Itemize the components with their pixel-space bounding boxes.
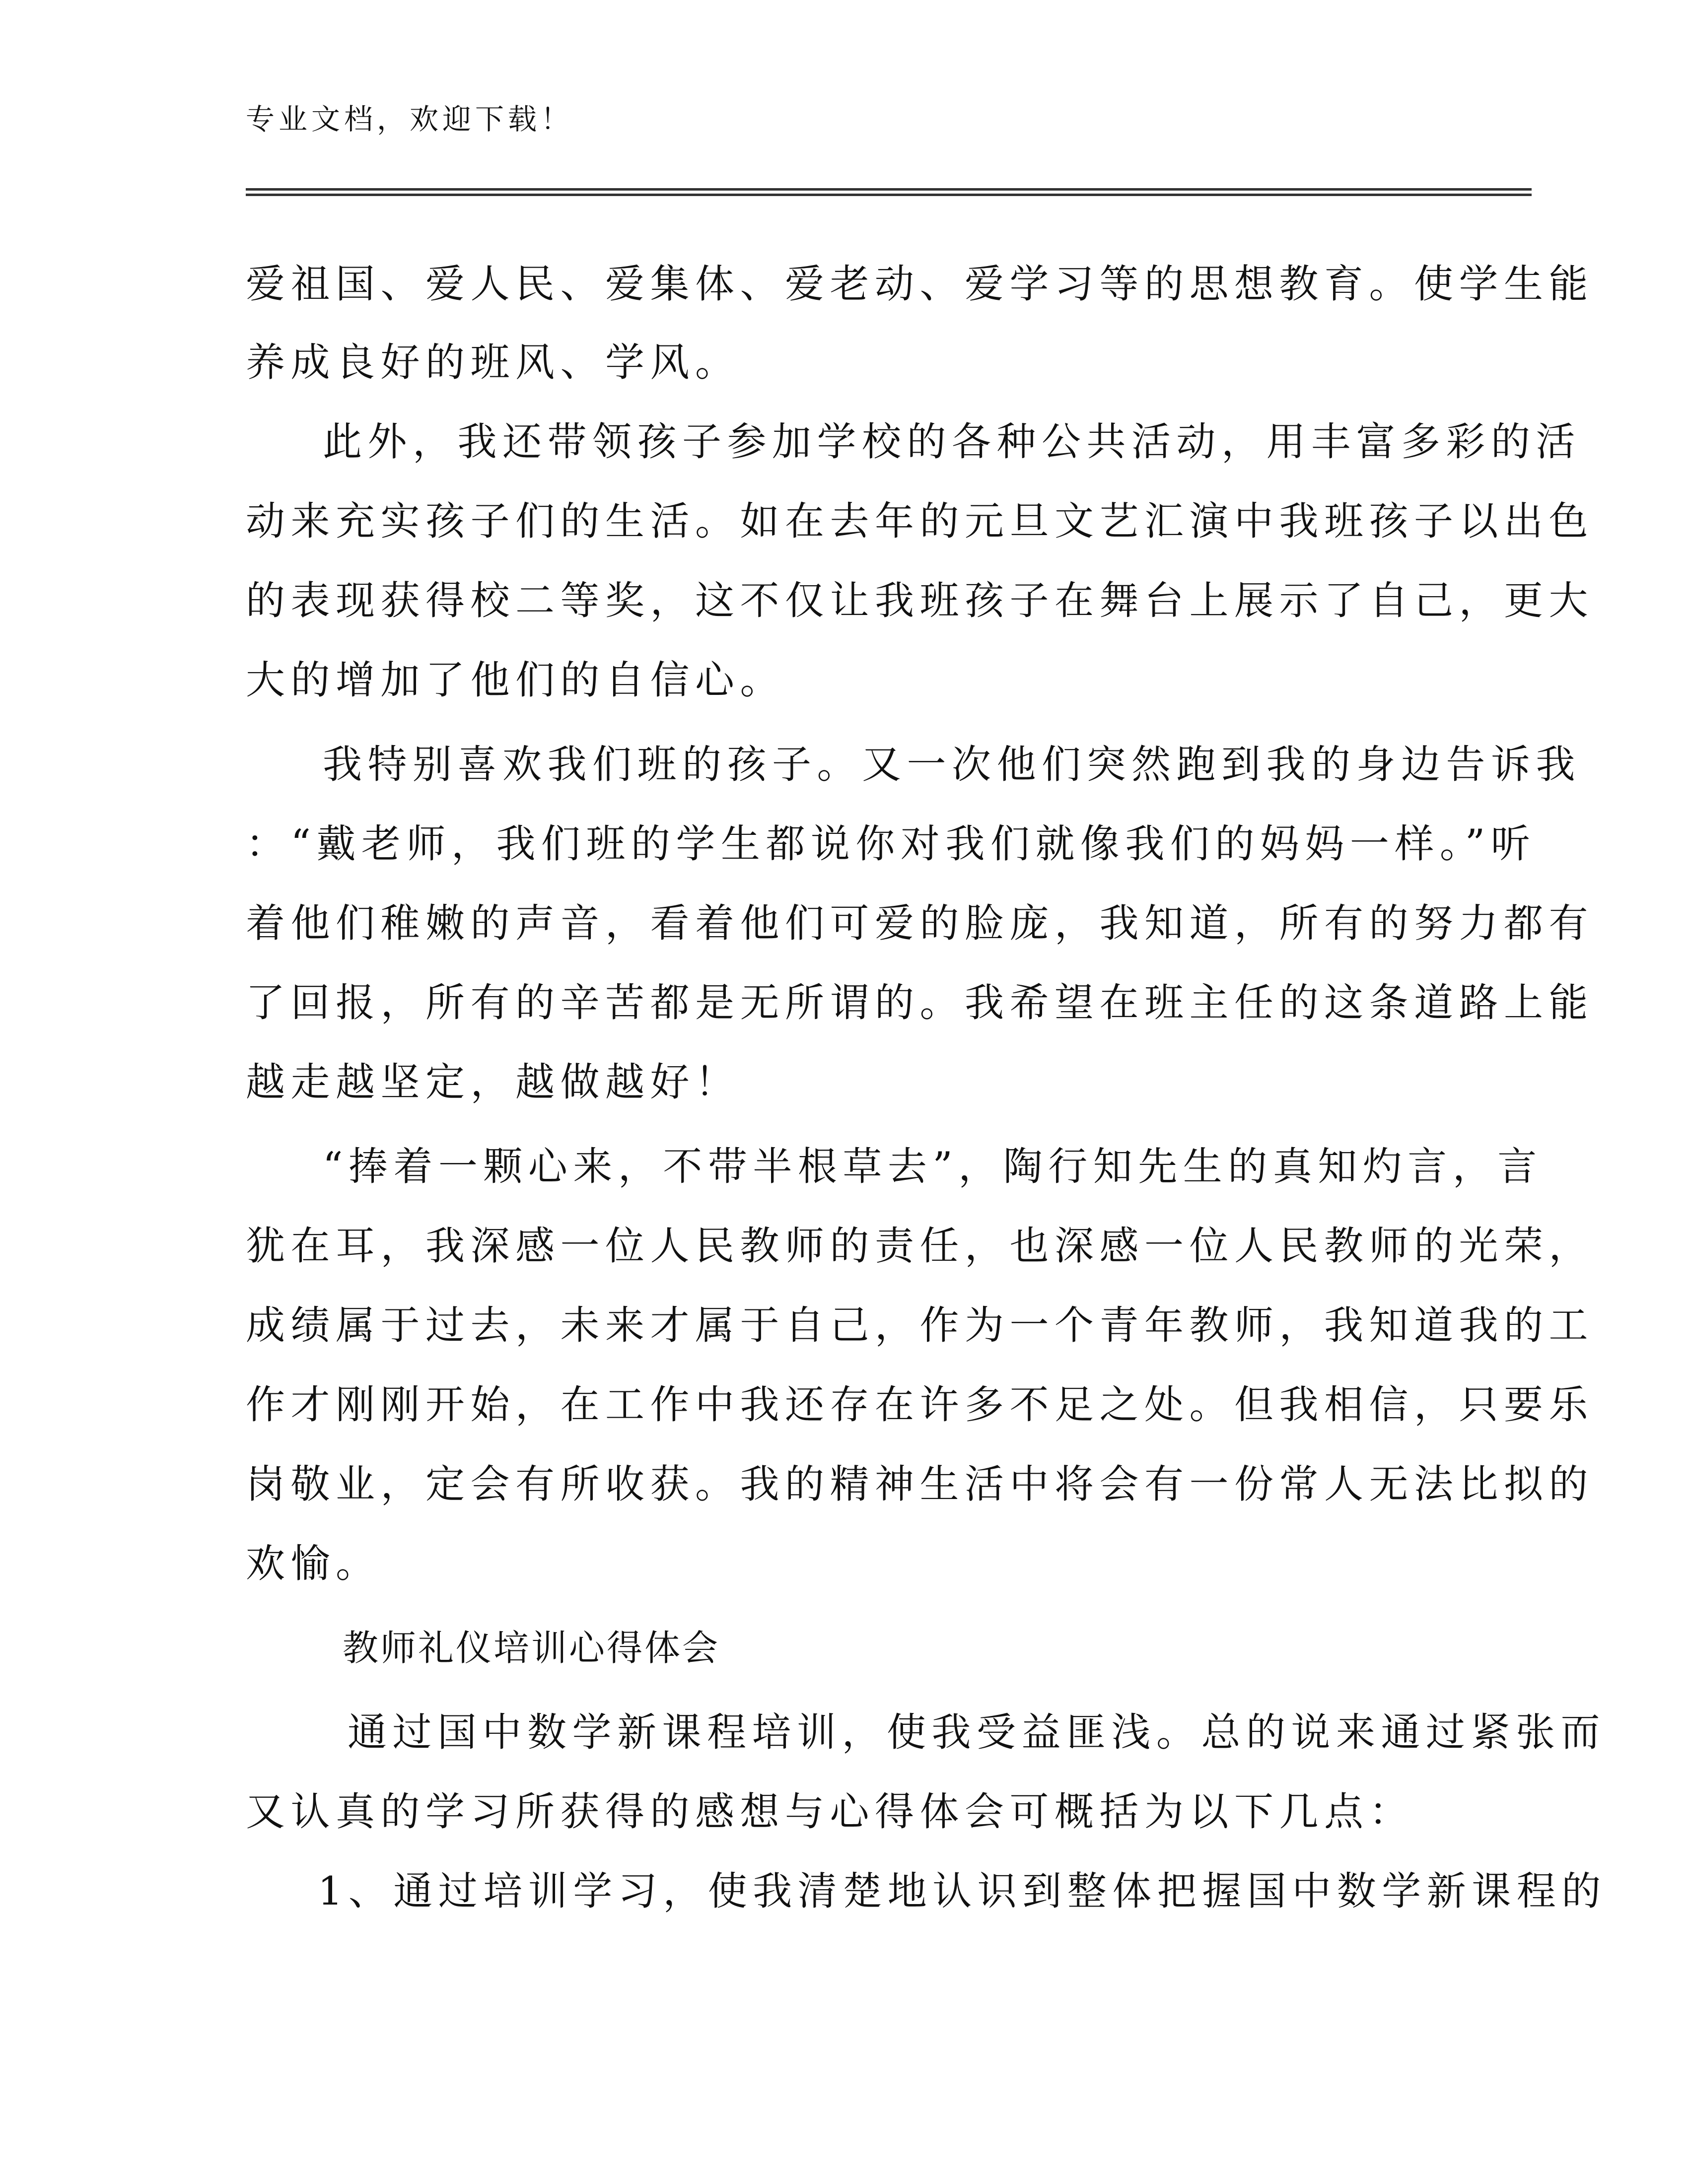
header-rule-top xyxy=(246,188,1532,191)
paragraph-line: ：“戴老师，我们班的学生都说你对我们就像我们的妈妈一样。”听 xyxy=(246,821,1536,867)
paragraph-line: 动来充实孩子们的生活。如在去年的元旦文艺汇演中我班孩子以出色 xyxy=(246,498,1594,544)
paragraph-line: 岗敬业，定会有所收获。我的精神生活中将会有一份常人无法比拟的 xyxy=(246,1461,1594,1507)
paragraph-line: 犹在耳，我深感一位人民教师的责任，也深感一位人民教师的光荣， xyxy=(246,1223,1594,1269)
paragraph-line: 又认真的学习所获得的感想与心得体会可概括为以下几点： xyxy=(246,1789,1414,1835)
paragraph-line: 爱祖国、爱人民、爱集体、爱老动、爱学习等的思想教育。使学生能 xyxy=(246,261,1594,307)
header-text: 专业文档，欢迎下载！ xyxy=(246,102,574,136)
paragraph-line: 养成良好的班风、学风。 xyxy=(246,340,740,385)
paragraph-line: 大的增加了他们的自信心。 xyxy=(246,657,785,703)
paragraph-line: 1、通过培训学习，使我清楚地认识到整体把握国中数学新课程的 xyxy=(318,1868,1607,1914)
header-rule-bottom xyxy=(246,194,1532,196)
paragraph-line: 成绩属于过去，未来才属于自己，作为一个青年教师，我知道我的工 xyxy=(246,1302,1594,1348)
paragraph-line: 越走越坚定，越做越好！ xyxy=(246,1059,740,1105)
section-title: 教师礼仪培训心得体会 xyxy=(343,1627,720,1669)
paragraph-line: 着他们稚嫩的声音，看着他们可爱的脸庞，我知道，所有的努力都有 xyxy=(246,900,1594,946)
paragraph-line: 欢愉。 xyxy=(246,1541,381,1586)
paragraph-line: 此外，我还带领孩子参加学校的各种公共活动，用丰富多彩的活 xyxy=(323,419,1581,465)
paragraph-line: 的表现获得校二等奖，这不仅让我班孩子在舞台上展示了自己，更大 xyxy=(246,578,1594,623)
paragraph-line: 了回报，所有的辛苦都是无所谓的。我希望在班主任的这条道路上能 xyxy=(246,980,1594,1025)
paragraph-line: “捧着一颗心来，不带半根草去”，陶行知先生的真知灼言，言 xyxy=(323,1144,1543,1189)
paragraph-line: 通过国中数学新课程培训，使我受益匪浅。总的说来通过紧张而 xyxy=(348,1709,1606,1755)
paragraph-line: 我特别喜欢我们班的孩子。又一次他们突然跑到我的身边告诉我 xyxy=(323,742,1581,787)
paragraph-line: 作才刚刚开始，在工作中我还存在许多不足之处。但我相信，只要乐 xyxy=(246,1382,1594,1428)
